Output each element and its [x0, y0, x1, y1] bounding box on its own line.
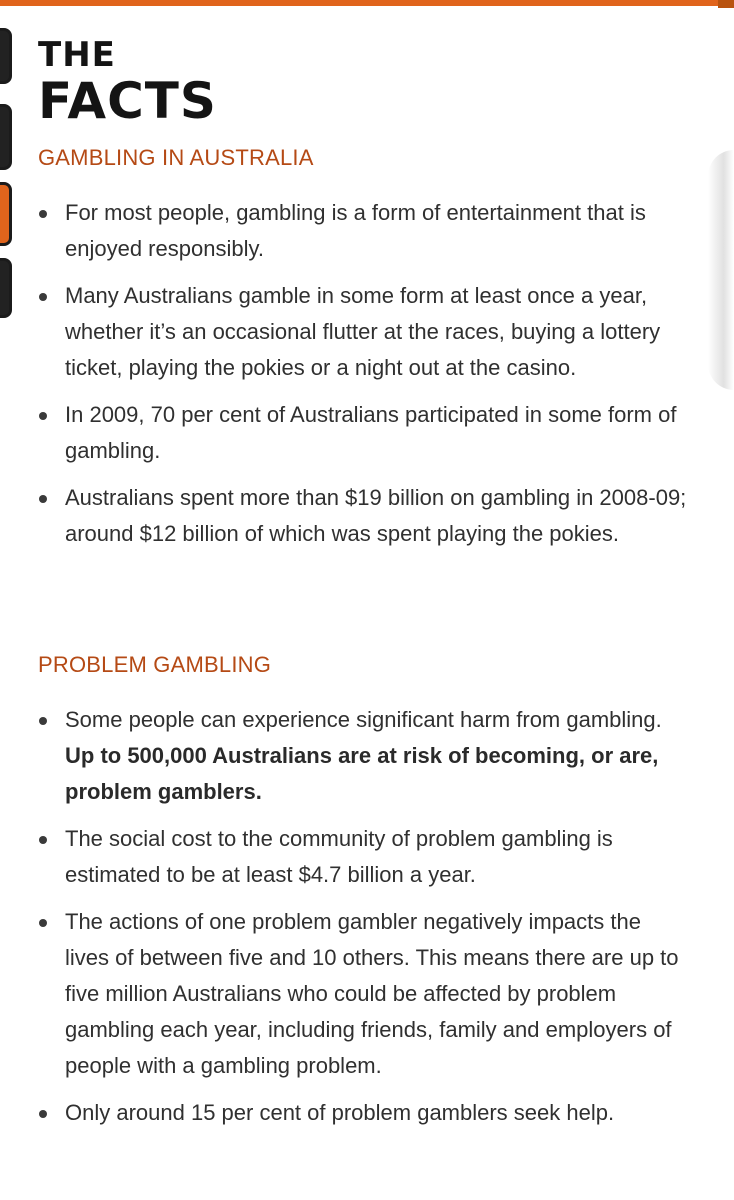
bullet-icon	[39, 412, 47, 420]
side-tab-1[interactable]	[0, 28, 12, 84]
page-curl-shadow	[708, 150, 734, 390]
list-item-text: Only around 15 per cent of problem gamblers seek help.	[65, 1100, 615, 1125]
list-item	[38, 278, 688, 386]
bullet-icon	[39, 919, 47, 927]
bullet-icon	[39, 836, 47, 844]
list-item	[38, 480, 688, 552]
page-title-line2: FACTS	[38, 72, 217, 130]
section-heading-gambling-in-australia: GAMBLING IN AUSTRALIA	[38, 145, 314, 170]
bullet-icon	[39, 293, 47, 301]
list-item-text: For most people, gambling is a form of entertainment that is enjoyed responsibly.	[65, 200, 646, 261]
top-accent-corner	[718, 0, 734, 8]
side-tab-2[interactable]	[0, 104, 12, 170]
bullet-icon	[39, 495, 47, 503]
bullet-icon	[39, 717, 47, 725]
page-title-line1: THE	[38, 35, 116, 75]
bullet-icon	[39, 210, 47, 218]
list-item-text: Some people can experience significant harm from gambling.	[65, 707, 662, 732]
list-item-text: Australians spent more than $19 billion on gambling in 2008-09; around $12 billion of which was spent playing the pokies.	[65, 485, 687, 546]
bullet-list-problem-gambling	[38, 702, 688, 1131]
bullet-icon	[39, 1110, 47, 1118]
list-item	[38, 821, 688, 893]
list-item	[38, 702, 688, 810]
list-item-text: In 2009, 70 per cent of Australians participated in some form of gambling.	[65, 402, 677, 463]
side-tab-active[interactable]	[0, 182, 12, 246]
list-item-text: Many Australians gamble in some form at least once a year, whether it’s an occasional flutter at the races, buying a lottery ticket, playing the pokies or a night out at the casino.	[65, 283, 661, 380]
list-item	[38, 397, 688, 469]
side-tab-4[interactable]	[0, 258, 12, 318]
list-item	[38, 1095, 688, 1131]
page-title	[38, 35, 217, 130]
list-item-text: The social cost to the community of problem gambling is estimated to be at least $4.7 billion a year.	[65, 826, 613, 887]
list-item-text: The actions of one problem gambler negatively impacts the lives of between five and 10 others. This means there are up to five million Australians who could be affected by problem gambling each year, including friends, family and employers of people with a gambling problem.	[65, 909, 679, 1078]
top-accent-bar	[0, 0, 734, 6]
list-item-emphasis: Up to 500,000 Australians are at risk of becoming, or are, problem gamblers.	[65, 743, 659, 804]
list-item	[38, 904, 688, 1084]
list-item	[38, 195, 688, 267]
bullet-list-gambling-in-australia	[38, 195, 688, 552]
section-heading-problem-gambling: PROBLEM GAMBLING	[38, 652, 272, 677]
